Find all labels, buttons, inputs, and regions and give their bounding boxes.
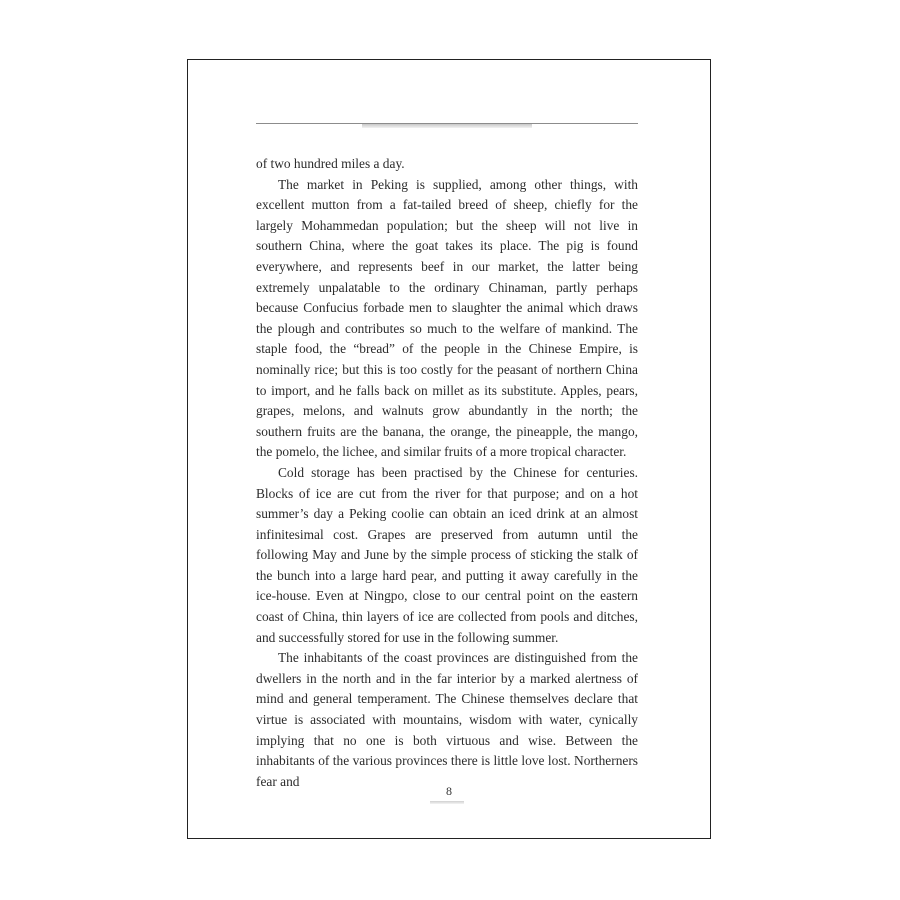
paragraph-cold-storage: Cold storage has been practised by the Chinese for centuries. Blocks of ice are cut from the river for that purpose; and on a hot summer’s day a Peking coolie can obtain an iced drink at an almost infinitesimal cost. Grapes are preserved from autumn until the following May and June by the simple process of sticking the stalk of the bunch into a large hard pear, and putting it away carefully in the ice-house. Even at Ningpo, close to our central point on the eastern coast of China, thin layers of ice are collected from pools and ditches, and successfully stored for use in the following summer. bbox=[256, 464, 638, 645]
paragraph-inhabitants: The inhabitants of the coast provinces are distinguished from the dwellers in the north and in the far interior by a marked alertness of mind and general temperament. The Chinese themselves declare that virtue is associated with mountains, wisdom with water, cynically implying that no one is both virtuous and wise. Between the inhabitants of the various provinces there is little love lost. Northerners fear and bbox=[256, 650, 638, 789]
header-rule-shadow bbox=[362, 124, 532, 128]
paragraph-continuation: of two hundred miles a day. bbox=[256, 156, 405, 171]
paragraph-market: The market in Peking is supplied, among other things, with excellent mutton from a fat-tailed breed of sheep, chiefly for the largely Mohammedan population; but the sheep will not live in southern China, where the goat takes its place. The pig is found everywhere, and represents beef in our market, the latter being extremely unpalatable to the ordinary Chinaman, partly perhaps because Confucius forbade men to slaughter the animal which draws the plough and contributes so much to the welfare of mankind. The staple food, the “bread” of the people in the Chinese Empire, is nominally rice; but this is too costly for the peasant of northern China to import, and he falls back on millet as its substitute. Apples, pears, grapes, melons, and walnuts grow abundantly in the north; the southern fruits are the banana, the orange, the pineapple, the mango, the pomelo, the lichee, and similar fruits of a more tropical character. bbox=[256, 176, 638, 460]
body-text bbox=[256, 154, 638, 792]
book-page bbox=[187, 59, 711, 839]
page-number-underline bbox=[430, 801, 464, 804]
page-number: 8 bbox=[446, 784, 452, 798]
